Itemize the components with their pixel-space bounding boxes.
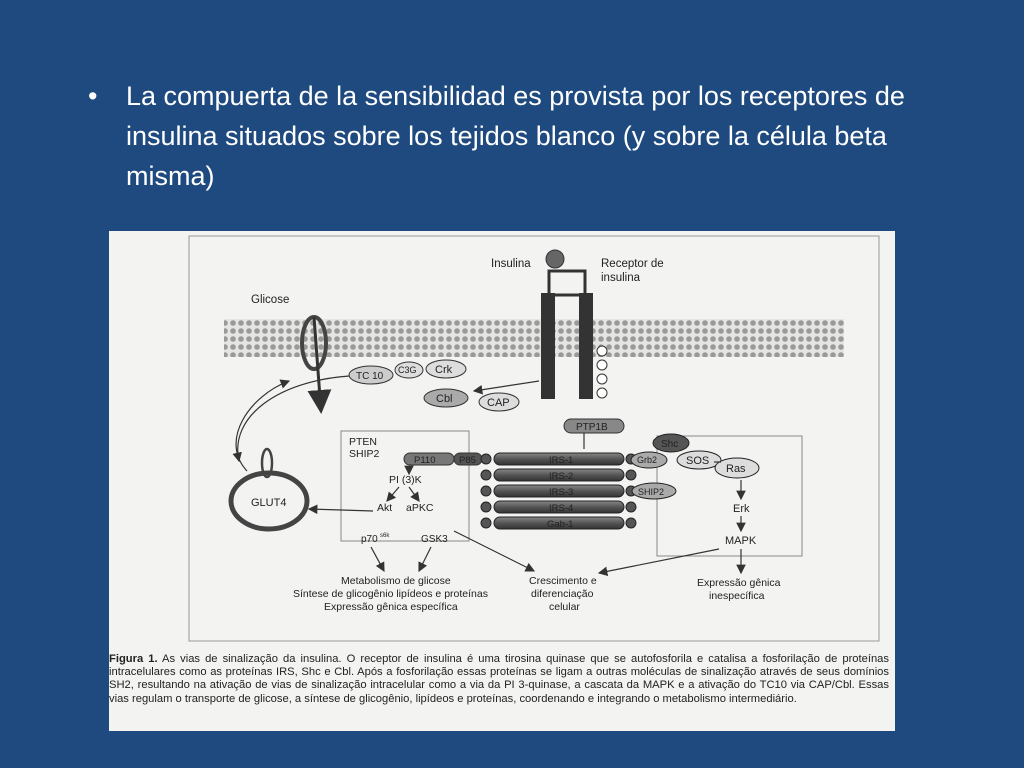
label-ship2-right: SHIP2 xyxy=(638,487,665,497)
label-gsk3: GSK3 xyxy=(421,534,448,545)
label-receptor-1: Receptor de xyxy=(601,258,664,270)
label-pi3k: PI (3)K xyxy=(389,474,422,486)
label-insulina: Insulina xyxy=(491,258,531,270)
mapk-to-growth-arrow xyxy=(599,549,719,573)
receptor-to-cbl-arrow xyxy=(474,381,539,391)
label-cresc-2: diferenciação xyxy=(531,588,594,600)
label-receptor-2: insulina xyxy=(601,272,640,284)
label-p70: p70 xyxy=(361,534,378,545)
label-mapk: MAPK xyxy=(725,535,757,547)
caption-label: Figura 1. xyxy=(109,653,158,665)
receptor-alpha-subunit xyxy=(549,271,585,295)
label-erk: Erk xyxy=(733,503,750,515)
label-irs2: IRS-2 xyxy=(549,471,574,482)
insulin-signaling-figure xyxy=(109,231,895,731)
label-grb2: Grb2 xyxy=(637,455,658,465)
figure-caption xyxy=(109,653,889,706)
label-metab-2: Síntese de glicogênio lipídeos e proteínas xyxy=(293,588,488,600)
label-akt: Akt xyxy=(377,502,393,514)
receptor-chain-right xyxy=(579,293,593,399)
label-cresc-1: Crescimento e xyxy=(529,575,597,587)
label-tc10: TC 10 xyxy=(356,371,384,382)
label-irs3: IRS-3 xyxy=(549,487,574,498)
label-glicose: Glicose xyxy=(251,294,290,306)
pathway-diagram xyxy=(109,231,895,651)
label-crk: Crk xyxy=(435,364,453,376)
pi3k-to-akt-arrow xyxy=(387,487,399,501)
label-expr-1: Expressão gênica xyxy=(697,577,781,589)
label-p85: P85 xyxy=(459,455,476,466)
label-ras: Ras xyxy=(726,463,746,475)
pi3k-to-growth-arrow xyxy=(454,531,534,571)
label-apkc: aPKC xyxy=(406,502,434,514)
label-shc: Shc xyxy=(661,439,679,450)
gsk3-to-metab-arrow xyxy=(419,547,431,571)
label-ptp1b: PTP1B xyxy=(576,422,608,433)
label-glut4: GLUT4 xyxy=(251,497,287,509)
receptor-chain-left xyxy=(541,293,555,399)
tc10-to-glut4-arrow xyxy=(238,376,349,461)
insulin-molecule-icon xyxy=(546,250,564,268)
label-irs4: IRS-4 xyxy=(549,503,574,514)
label-pten: PTEN xyxy=(349,436,378,448)
bullet-marker: • xyxy=(88,81,98,111)
label-cresc-3: celular xyxy=(549,601,580,613)
label-p70-sup: s6k xyxy=(380,533,390,539)
label-ship2-left: SHIP2 xyxy=(349,448,380,460)
label-metab-1: Metabolismo de glicose xyxy=(341,575,451,587)
label-gab1: Gab-1 xyxy=(547,519,574,530)
bullet-text: La compuerta de la sensibilidad es provista por los receptores de insulina situados sobre los tejidos blanco (y sobre la célula beta misma) xyxy=(126,81,905,191)
label-metab-3: Expressão gênica específica xyxy=(324,601,458,613)
label-expr-2: inespecífica xyxy=(709,590,765,602)
label-irs1: IRS-1 xyxy=(549,455,574,466)
receptor-phosphates xyxy=(597,346,607,398)
label-sos: SOS xyxy=(686,455,710,467)
pi3k-to-apkc-arrow xyxy=(409,487,419,501)
caption-text: As vias de sinalização da insulina. O receptor de insulina é uma tirosina quinase que se autofosforila e catalisa a fosforilação de proteínas intracelulares como as proteínas IRS, Shc e Cbl. Após a fosforilação essas proteínas se ligam a outras moléculas de sinalização através de seus domínios SH2, resultando na ativação de vias de sinalização intracelular como a via da PI 3-quinase, a cascata da MAPK e a ativação do TC10 via CAP/Cbl. Essas vias regulam o transporte de glicose, a síntese de glicogênio, lipídeos e proteínas, coordenando e integrando o metabolismo intermediário. xyxy=(109,653,889,705)
p70-to-metab-arrow xyxy=(371,547,384,571)
label-c3g: C3G xyxy=(398,365,417,375)
label-cap: CAP xyxy=(487,397,510,409)
label-cbl: Cbl xyxy=(436,393,453,405)
label-p110: P110 xyxy=(414,455,436,466)
bullet-list xyxy=(88,76,948,196)
